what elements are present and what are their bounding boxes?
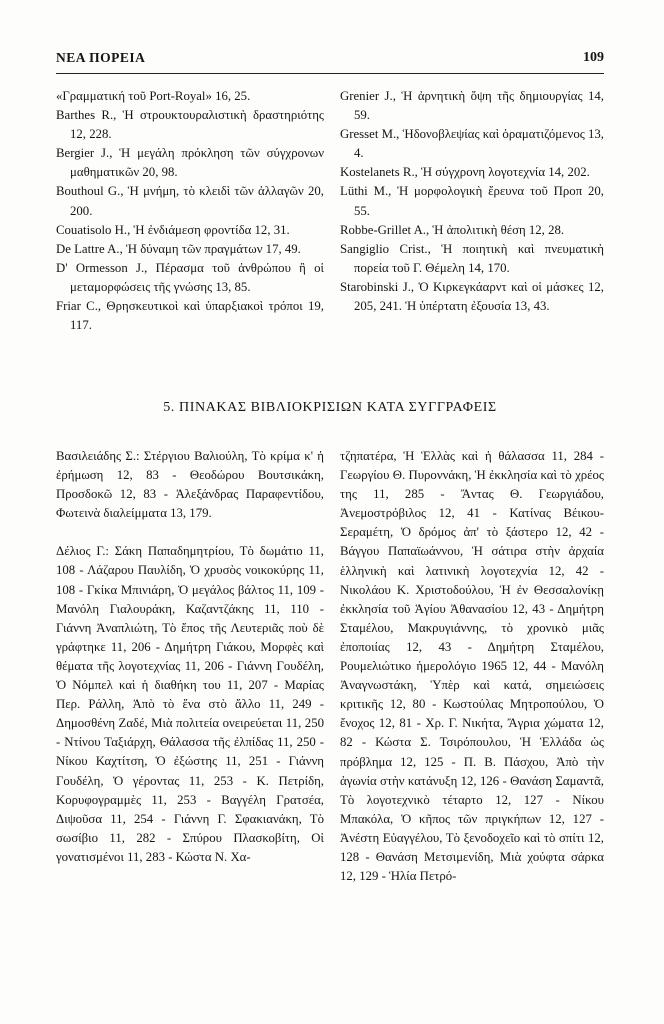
index-entry: Friar C., Θρησκευτικοὶ καὶ ὑπαρξιακοὶ τρόποι 19, 117. [56,299,324,333]
running-title: ΝΕΑ ΠΟΡΕΙΑ [56,50,146,65]
review-paragraph-continued: τζηπατέρα, Ἡ Ἑλλὰς καὶ ἡ θάλασσα 11, 284 - Γεωργίου Θ. Πυροννάκη, Ἡ ἐκκλησία καὶ τὸ χρέος της 11, 285 - Ἄντας Θ. Γεωργιάδου, Ἀνεμοστρόβιλος 12, 41 - Κατίνας Βέικου-Σεραμέτη, Ὁ δρόμος ἀπ' τὸ ξάστερο 12, 42 - Βάγγου Παπαϊωάννου, Ἡ σάτιρα στὴν ἀρχαία ἑλληνικὴ καὶ λατινικὴ λογοτεχνία 12, 42 - Νικολάου Κ. Χριστοδούλου, Ἡ ἐν Θεσσαλονίκῃ ἐκκλησία τοῦ Ἁγίου Ἀθανασίου 12, 43 - Δημήτρη Σταμέλου, Μακρυγιάννης, τὸ χρονικὸ μιᾶς ἐποποιίας 12, 43 - Δημήτρη Σταμέλου, Ρουμελιώτικο ἡμερολόγιο 1965 12, 44 - Μανόλη Ἀναγνωστάκη, Ὑπὲρ καὶ κατά, σημειώσεις κριτικῆς 12, 80 - Κωστούλας Μητροπούλου, Ὁ ἔνοχος 12, 81 - Χρ. Γ. Νικήτα, Ἄγρια χώματα 12, 82 - Κώστα Σ. Τσιρόπουλου, Ἡ Ἑλλάδα ὡς πρόβλημα 12, 125 - Π. Β. Πάσχου, Ἀπὸ τὴν ἀγωνία στὴν κατάνυξη 12, 126 - Θανάση Σαμαντᾶ, Τὸ λογοτεχνικὸ τέταρτο 12, 127 - Νίκου Μπακόλα, Ὁ κῆπος τῶν πριγκήπων 12, 127 - Ἀνέστη Εὐαγγέλου, Τὸ ξενοδοχεῖο καὶ τὸ σπίτι 12, 128 - Θανάση Μετσιμενίδη, Μιὰ χούφτα σάρκα 12, 129 - Ἡλία Πετρό- [340,449,604,884]
review-paragraph: Δέλιος Γ.: Σάκη Παπαδημητρίου, Τὸ δωμάτιο 11, 108 - Λάζαρου Παυλίδη, Ὁ χρυσὸς νοικοκύρης 11, 108 - Γκίκα Μπινιάρη, Ὁ μεγάλος βάλτος 11, 109 - Μανόλη Γιαλουράκη, Καζαντζάκης 11, 110 - Γιάννη Ἀναπλιώτη, Τὸ ἔπος τῆς Λευτεριᾶς ποὺ δὲ γράφτηκε 11, 206 - Δημήτρη Γιάκου, Μορφὲς καὶ θέματα τῆς λογοτεχνίας 11, 206 - Γιάννη Γουδέλη, Ὁ Νόμπελ καὶ ἡ διαθήκη του 11, 207 - Μαρίας Περ. Ράλλη, Ἀπὸ τὸ ἕνα στὸ ἄλλο 11, 249 - Δημοσθένη Ζαδέ, Μιὰ πολιτεία ονειρεύεται 11, 250 - Ντίνου Ταξιάρχη, Θάλασσα τῆς ἐλπίδας 11, 250 - Νίκου Καχτίτση, Ὁ ἐξώστης 11, 251 - Γιάννη Γουδέλη, Ὁ γέροντας 11, 253 - Κ. Πετρίδη, Κορυφογραμμὲς 11, 253 - Βαγγέλη Γρατσέα, Διψοῦσα 11, 254 - Γιάννη Γ. Σφακιανάκη, Τὸ σωσίβιο 11, 282 - Σπύρου Πλασκοβίτη, Οἱ γονατισμένοι 11, 283 - Κώστα Ν. Χα- [56,544,324,864]
index-entry: De Lattre A., Ἡ δύναμη τῶν πραγμάτων 17, 49. [56,241,301,256]
index-entry: Gresset M., Ἡδονοβλεψίας καὶ ὁραματιζόμενος 13, 4. [340,127,604,161]
author-index-left-column [56,87,324,335]
index-entry: Grenier J., Ἡ ἀρνητικὴ ὄψη τῆς δημιουργίας 14, 59. [340,89,604,123]
index-entry: Sangiglio Crist., Ἡ ποιητικὴ καὶ πνευματικὴ πορεία τοῦ Γ. Θέμελη 14, 170. [340,241,604,275]
index-entry: Bouthoul G., Ἡ μνήμη, τὸ κλειδὶ τῶν ἀλλαγῶν 20, 200. [56,184,324,218]
index-entry: Lüthi M., Ἡ μορφολογικὴ ἔρευνα τοῦ Προπ 20, 55. [340,184,604,218]
index-entry: «Γραμματική τοῦ Port-Royal» 16, 25. [56,89,251,103]
index-entry: Kostelanets R., Ἡ σύγχρονη λογοτεχνία 14, 202. [340,165,590,180]
index-entry: Couatisolo H., Ἡ ἐνδιάμεση φροντίδα 12, 31. [56,222,290,237]
page-header [56,50,604,72]
index-entry: Bergier J., Ἡ μεγάλη πρόκληση τῶν σύγχρονων μαθηματικῶν 20, 98. [56,146,324,180]
index-entry: D' Ormesson J., Πέρασμα τοῦ ἀνθρώπου ἢ οἱ μεταμορφώσεις τῆς γνώσης 13, 85. [56,260,324,294]
section-heading: 5. ΠΙΝΑΚΑΣ ΒΙΒΛΙΟΚΡΙΣΙΩΝ ΚΑΤΑ ΣΥΓΓΡΑΦΕΙΣ [163,400,497,415]
page-number: 109 [583,50,604,65]
author-index-right-column [340,87,604,316]
review-paragraph: Βασιλειάδης Σ.: Στέργιου Βαλιούλη, Τὸ κρίμα κ' ἡ ἐρήμωση 12, 83 - Θεοδώρου Βουτσικάκη, Προσδοκῶ 12, 83 - Ἀλεξάνδρας Παραφεντίδου, Φωτεινὰ διαλείμματα 13, 179. [56,449,324,521]
index-entry: Robbe-Grillet A., Ἡ ἀπολιτικὴ θέση 12, 28. [340,222,565,237]
reviews-right-column [340,447,604,886]
reviews-left-column [56,447,324,867]
index-entry: Barthes R., Ἡ στρουκτουραλιστικὴ δραστηριότης 12, 228. [56,108,324,142]
header-rule [56,73,604,74]
index-entry: Starobinski J., Ὁ Κιρκεγκάαρντ καὶ οἱ μάσκες 12, 205, 241. Ἡ ὑπέρτατη ἐξουσία 13, 43. [340,279,604,314]
